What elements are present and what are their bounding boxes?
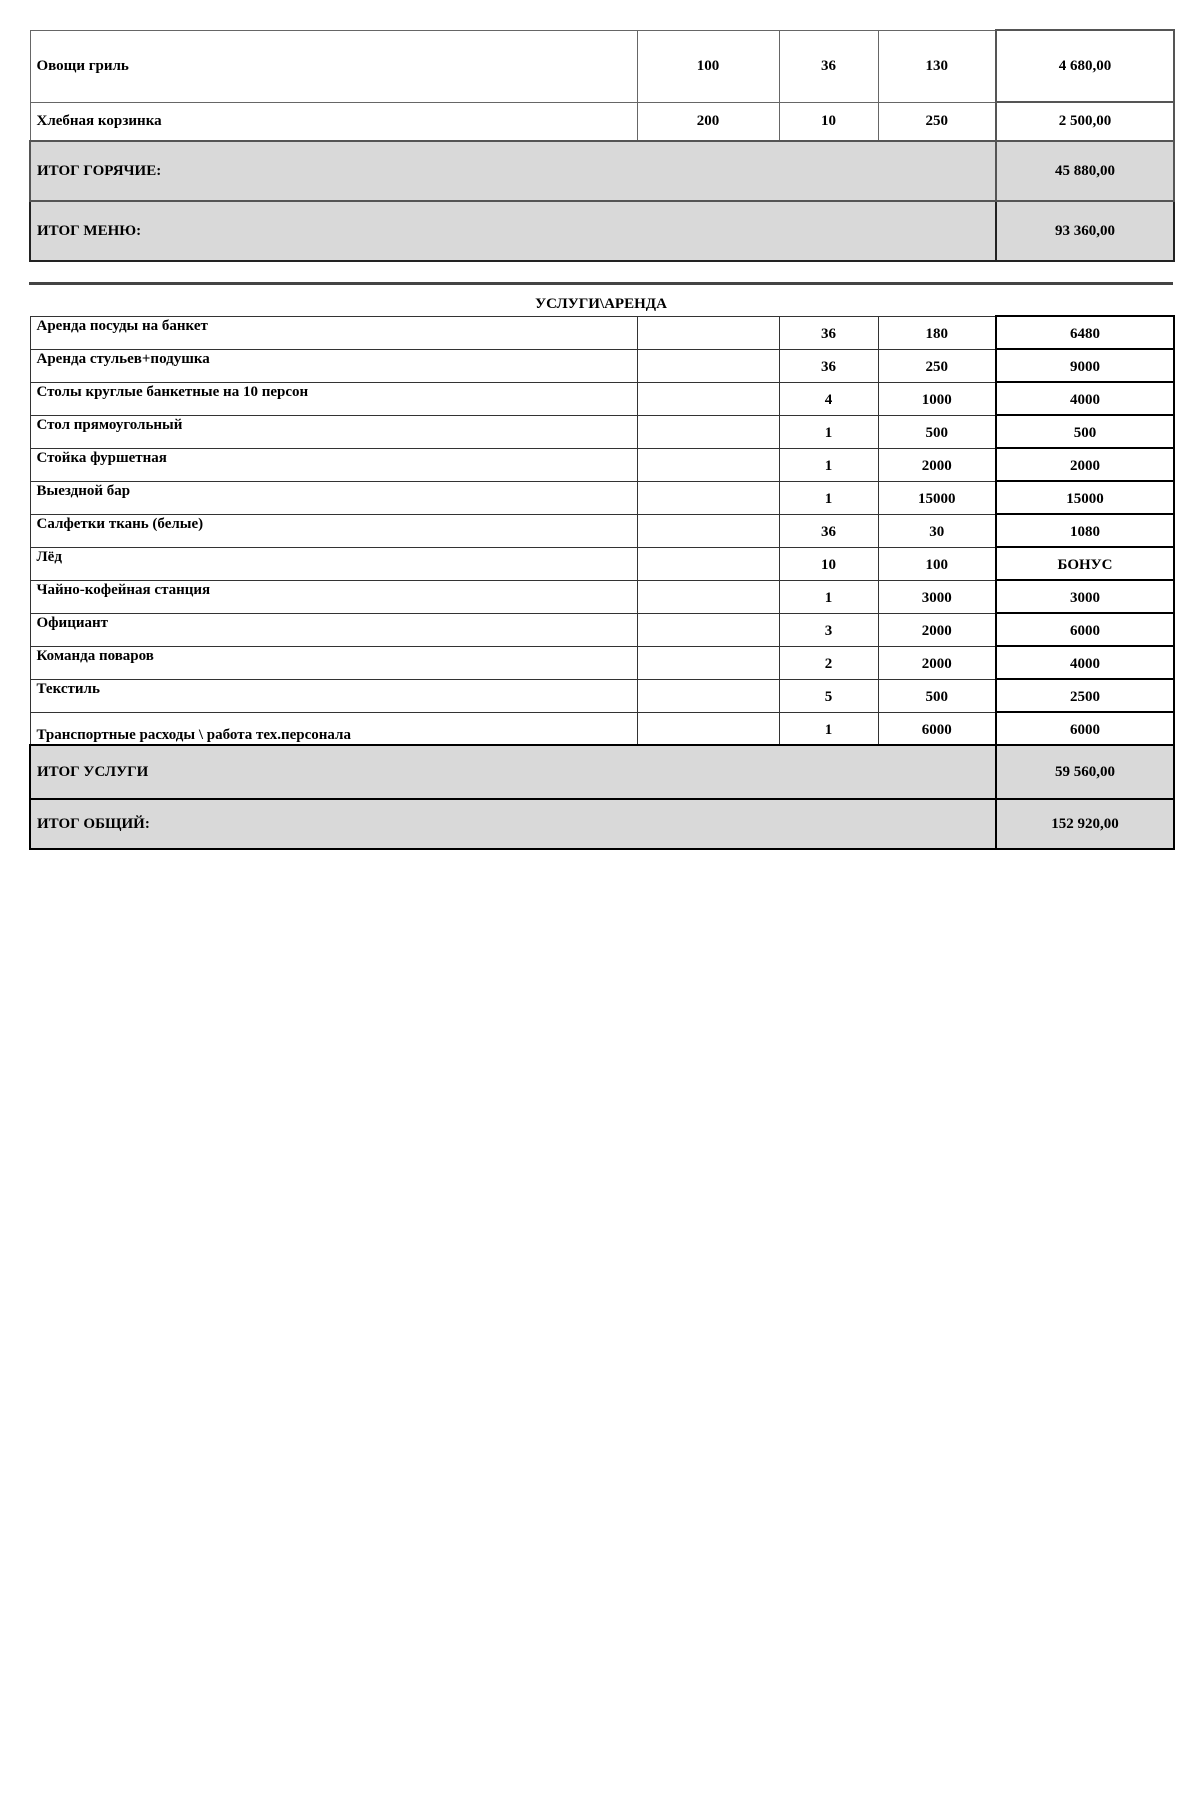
- menu-total-row: [30, 201, 1174, 261]
- service-name: Выездной бар: [30, 481, 637, 514]
- section-divider: [29, 282, 1173, 285]
- item-price: 130: [878, 30, 996, 102]
- service-row: [30, 646, 1174, 679]
- service-price: 250: [878, 349, 996, 382]
- service-price: 15000: [878, 481, 996, 514]
- service-row: [30, 349, 1174, 382]
- item-name: Овощи гриль: [30, 30, 637, 102]
- service-name: Лёд: [30, 547, 637, 580]
- hot-total-label: ИТОГ ГОРЯЧИЕ:: [30, 141, 996, 201]
- service-qty: 1: [779, 448, 878, 481]
- item-portion: 100: [637, 30, 779, 102]
- service-qty: 2: [779, 646, 878, 679]
- service-price: 2000: [878, 448, 996, 481]
- service-empty: [637, 448, 779, 481]
- hot-total-row: [30, 141, 1174, 201]
- service-price: 100: [878, 547, 996, 580]
- service-row: [30, 316, 1174, 349]
- service-row: [30, 448, 1174, 481]
- service-price: 3000: [878, 580, 996, 613]
- service-total: 4000: [996, 646, 1174, 679]
- service-qty: 1: [779, 712, 878, 745]
- service-total: 2000: [996, 448, 1174, 481]
- service-empty: [637, 613, 779, 646]
- grand-total-value: 152 920,00: [996, 799, 1174, 849]
- menu-total-label: ИТОГ МЕНЮ:: [30, 201, 996, 261]
- service-price: 500: [878, 415, 996, 448]
- service-total: 3000: [996, 580, 1174, 613]
- menu-row: [30, 30, 1174, 102]
- service-price: 1000: [878, 382, 996, 415]
- service-row: [30, 580, 1174, 613]
- item-name: Хлебная корзинка: [30, 102, 637, 141]
- service-price: 6000: [878, 712, 996, 745]
- service-empty: [637, 580, 779, 613]
- service-qty: 5: [779, 679, 878, 712]
- service-name: Стол прямоугольный: [30, 415, 637, 448]
- service-qty: 10: [779, 547, 878, 580]
- service-name: Транспортные расходы \ работа тех.персонала: [30, 712, 637, 745]
- service-name: Салфетки ткань (белые): [30, 514, 637, 547]
- service-qty: 1: [779, 481, 878, 514]
- item-total: 2 500,00: [996, 102, 1174, 141]
- service-row: [30, 382, 1174, 415]
- service-total: 9000: [996, 349, 1174, 382]
- item-total: 4 680,00: [996, 30, 1174, 102]
- service-price: 180: [878, 316, 996, 349]
- item-price: 250: [878, 102, 996, 141]
- service-empty: [637, 514, 779, 547]
- service-total: 6000: [996, 712, 1174, 745]
- service-name: Столы круглые банкетные на 10 персон: [30, 382, 637, 415]
- item-qty: 36: [779, 30, 878, 102]
- service-row: [30, 415, 1174, 448]
- service-qty: 1: [779, 415, 878, 448]
- service-row: [30, 613, 1174, 646]
- service-name: Текстиль: [30, 679, 637, 712]
- menu-table: [29, 29, 1175, 262]
- service-total: 2500: [996, 679, 1174, 712]
- services-table: [29, 315, 1175, 850]
- service-total: 15000: [996, 481, 1174, 514]
- service-row: [30, 547, 1174, 580]
- service-empty: [637, 481, 779, 514]
- service-name: Стойка фуршетная: [30, 448, 637, 481]
- grand-total-row: [30, 799, 1174, 849]
- service-total: 1080: [996, 514, 1174, 547]
- service-row: [30, 679, 1174, 712]
- services-total-value: 59 560,00: [996, 745, 1174, 799]
- item-portion: 200: [637, 102, 779, 141]
- service-empty: [637, 646, 779, 679]
- service-price: 2000: [878, 613, 996, 646]
- menu-total-value: 93 360,00: [996, 201, 1174, 261]
- service-total: БОНУС: [996, 547, 1174, 580]
- service-qty: 36: [779, 316, 878, 349]
- service-row: [30, 481, 1174, 514]
- grand-total-label: ИТОГ ОБЩИЙ:: [30, 799, 996, 849]
- service-total: 500: [996, 415, 1174, 448]
- menu-row: [30, 102, 1174, 141]
- services-section-title: УСЛУГИ\АРЕНДА: [535, 296, 667, 312]
- service-name: Аренда посуды на банкет: [30, 316, 637, 349]
- service-qty: 36: [779, 349, 878, 382]
- service-price: 500: [878, 679, 996, 712]
- service-total: 4000: [996, 382, 1174, 415]
- service-empty: [637, 382, 779, 415]
- service-row: [30, 514, 1174, 547]
- service-row: [30, 712, 1174, 745]
- item-qty: 10: [779, 102, 878, 141]
- service-qty: 3: [779, 613, 878, 646]
- service-empty: [637, 349, 779, 382]
- service-name: Чайно-кофейная станция: [30, 580, 637, 613]
- service-empty: [637, 415, 779, 448]
- service-qty: 4: [779, 382, 878, 415]
- service-qty: 1: [779, 580, 878, 613]
- service-name: Аренда стульев+подушка: [30, 349, 637, 382]
- service-price: 2000: [878, 646, 996, 679]
- service-empty: [637, 316, 779, 349]
- service-empty: [637, 547, 779, 580]
- service-total: 6480: [996, 316, 1174, 349]
- service-price: 30: [878, 514, 996, 547]
- services-total-label: ИТОГ УСЛУГИ: [30, 745, 996, 799]
- service-qty: 36: [779, 514, 878, 547]
- service-empty: [637, 712, 779, 745]
- service-name: Официант: [30, 613, 637, 646]
- services-total-row: [30, 745, 1174, 799]
- hot-total-value: 45 880,00: [996, 141, 1174, 201]
- service-name: Команда поваров: [30, 646, 637, 679]
- service-empty: [637, 679, 779, 712]
- service-total: 6000: [996, 613, 1174, 646]
